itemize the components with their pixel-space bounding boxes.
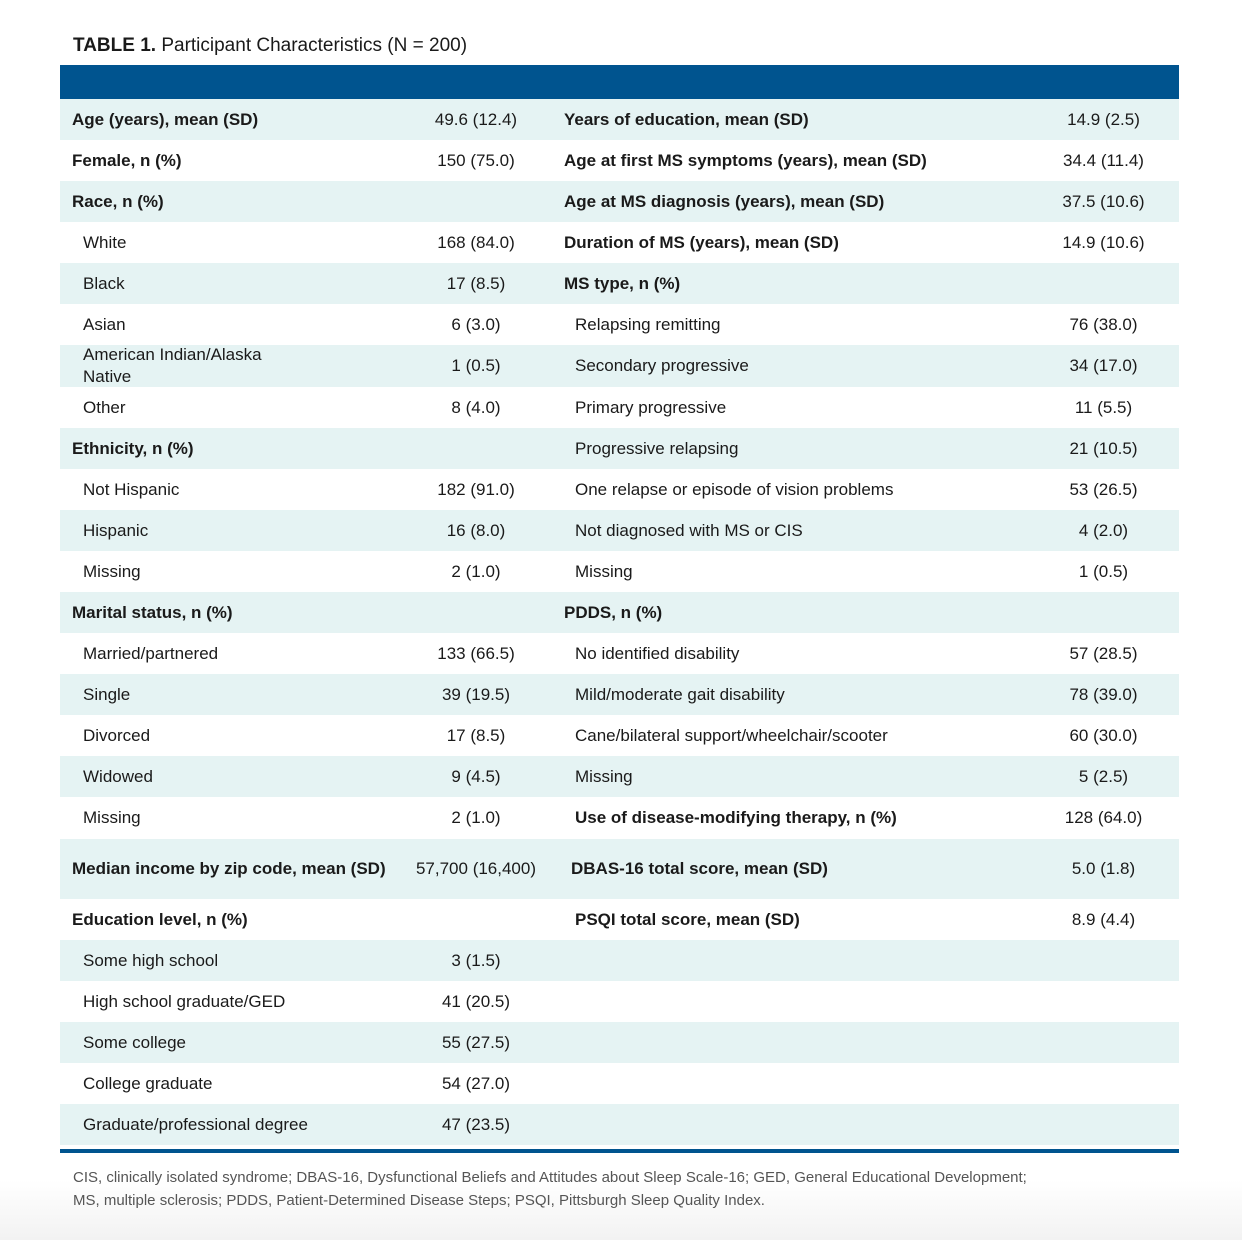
table-row bbox=[60, 940, 1179, 981]
row-label-left: Asian bbox=[83, 314, 126, 334]
row-label-left: Divorced bbox=[83, 725, 151, 745]
row-label-left bbox=[60, 344, 403, 388]
table-row bbox=[60, 387, 1179, 428]
row-label-right: Cane/bilateral support/wheelchair/scooter bbox=[575, 725, 888, 745]
row-value-right: 1 (0.5) bbox=[1078, 561, 1129, 581]
table-row bbox=[60, 304, 1179, 345]
row-label-right: MS type, n (%) bbox=[564, 273, 681, 293]
row-value-left: 39 (19.5) bbox=[441, 684, 511, 704]
row-label-left: Race, n (%) bbox=[72, 191, 164, 211]
row-label-left: Hispanic bbox=[83, 520, 149, 540]
row-value-right: 21 (10.5) bbox=[1069, 438, 1138, 458]
row-value-left: 6 (3.0) bbox=[451, 314, 501, 334]
row-label-right: PSQI total score, mean (SD) bbox=[575, 909, 800, 929]
row-label-left: Missing bbox=[83, 561, 141, 581]
table-row bbox=[60, 633, 1179, 674]
row-label-right: Mild/moderate gait disability bbox=[575, 684, 785, 704]
table-row bbox=[60, 551, 1179, 592]
row-label-right: Missing bbox=[575, 561, 633, 581]
row-label-left: Ethnicity, n (%) bbox=[72, 438, 194, 458]
row-label-right: Years of education, mean (SD) bbox=[564, 109, 809, 129]
row-label-left: White bbox=[83, 232, 127, 252]
row-label-left: Missing bbox=[83, 808, 141, 827]
table-row bbox=[60, 345, 1179, 387]
row-value-left: 2 (1.0) bbox=[451, 561, 501, 581]
row-label-left: Married/partnered bbox=[83, 643, 219, 663]
row-value-right: 11 (5.5) bbox=[1074, 397, 1133, 417]
row-value-left: 9 (4.5) bbox=[451, 766, 501, 786]
row-label-right: DBAS-16 total score, mean (SD) bbox=[571, 859, 828, 878]
row-label-right: Not diagnosed with MS or CIS bbox=[575, 520, 803, 540]
row-label-right: Age at MS diagnosis (years), mean (SD) bbox=[564, 191, 885, 211]
row-value-right: 14.9 (10.6) bbox=[1062, 232, 1145, 252]
row-label-right: Duration of MS (years), mean (SD) bbox=[564, 232, 839, 252]
row-value-right: 60 (30.0) bbox=[1069, 725, 1138, 745]
table-row bbox=[60, 756, 1179, 797]
row-label-left: Some high school bbox=[83, 950, 219, 970]
table-row bbox=[60, 428, 1179, 469]
row-label-right: PDDS, n (%) bbox=[564, 602, 663, 622]
table-row bbox=[60, 1104, 1179, 1145]
row-value-right: 53 (26.5) bbox=[1069, 479, 1138, 499]
table-row bbox=[60, 839, 1179, 899]
row-label-left: High school graduate/GED bbox=[83, 991, 286, 1011]
row-label-left: Education level, n (%) bbox=[72, 909, 248, 929]
table-row bbox=[60, 674, 1179, 715]
row-value-left: 182 (91.0) bbox=[437, 479, 515, 499]
row-value-left: 17 (8.5) bbox=[446, 273, 506, 293]
table-row bbox=[60, 1022, 1179, 1063]
row-label-right: No identified disability bbox=[575, 643, 740, 663]
row-value-left: 3 (1.5) bbox=[451, 950, 501, 970]
row-label-right: Missing bbox=[575, 766, 633, 786]
row-label-left: Not Hispanic bbox=[83, 479, 180, 499]
table-row bbox=[60, 592, 1179, 633]
row-label-left: Some college bbox=[83, 1032, 187, 1052]
footnote-line-1: CIS, clinically isolated syndrome; DBAS-16, Dysfunctional Beliefs and Attitudes about Sleep Scale-16; GED, General Educational Development; bbox=[73, 1169, 1027, 1186]
table-row bbox=[60, 469, 1179, 510]
table-row bbox=[60, 510, 1179, 551]
row-value-right: 76 (38.0) bbox=[1069, 314, 1138, 334]
row-value-right: 34.4 (11.4) bbox=[1063, 150, 1144, 170]
table-bottom-rule bbox=[60, 1149, 1179, 1153]
row-label-right: Use of disease-modifying therapy, n (%) bbox=[575, 808, 897, 827]
table-row bbox=[60, 263, 1179, 304]
row-label-left: Single bbox=[83, 684, 131, 704]
row-label-right: Primary progressive bbox=[575, 397, 727, 417]
row-value-left: 17 (8.5) bbox=[446, 725, 506, 745]
row-value-right: 14.9 (2.5) bbox=[1067, 109, 1140, 129]
characteristics-table bbox=[60, 99, 1179, 1145]
row-label-left: Female, n (%) bbox=[72, 150, 182, 170]
footnote-line-2: MS, multiple sclerosis; PDDS, Patient-Determined Disease Steps; PSQI, Pittsburgh Sleep Quality Index. bbox=[73, 1192, 765, 1209]
row-value-left: 54 (27.0) bbox=[441, 1073, 511, 1093]
row-label-left: Median income by zip code, mean (SD) bbox=[72, 859, 386, 878]
row-value-right: 128 (64.0) bbox=[1064, 808, 1143, 827]
row-value-right: 4 (2.0) bbox=[1078, 520, 1129, 540]
row-value-left: 2 (1.0) bbox=[451, 808, 501, 827]
row-value-right: 34 (17.0) bbox=[1069, 356, 1138, 375]
row-value-right: 57 (28.5) bbox=[1069, 643, 1138, 663]
row-label-left: Black bbox=[83, 273, 125, 293]
row-value-right: 5 (2.5) bbox=[1078, 766, 1129, 786]
row-value-left: 55 (27.5) bbox=[441, 1032, 511, 1052]
table-title bbox=[73, 35, 467, 57]
row-label-left: Other bbox=[83, 397, 126, 417]
row-label-left: Graduate/professional degree bbox=[83, 1114, 308, 1134]
table-row bbox=[60, 222, 1179, 263]
row-value-right: 37.5 (10.6) bbox=[1062, 191, 1145, 211]
row-value-right: 5.0 (1.8) bbox=[1071, 859, 1136, 878]
row-label-right: Secondary progressive bbox=[575, 356, 749, 375]
row-label-right: Progressive relapsing bbox=[575, 438, 739, 458]
table-row bbox=[60, 99, 1179, 140]
table-header-bar bbox=[60, 65, 1179, 99]
row-value-left: 150 (75.0) bbox=[437, 150, 515, 170]
row-label-left: Marital status, n (%) bbox=[72, 602, 233, 622]
table-caption: Participant Characteristics (N = 200) bbox=[161, 35, 468, 56]
row-value-left: 57,700 (16,400) bbox=[415, 859, 537, 878]
table-row bbox=[60, 1063, 1179, 1104]
row-value-right: 8.9 (4.4) bbox=[1071, 909, 1136, 929]
row-value-left: 168 (84.0) bbox=[437, 232, 515, 252]
table-row bbox=[60, 715, 1179, 756]
table-footnote bbox=[73, 1166, 1153, 1212]
row-label-left-line1: American Indian/Alaska bbox=[83, 345, 262, 364]
table-row bbox=[60, 899, 1179, 940]
row-value-right: 78 (39.0) bbox=[1069, 684, 1138, 704]
row-label-left-line2: Native bbox=[83, 367, 132, 386]
row-label-right: Relapsing remitting bbox=[575, 314, 721, 334]
row-label-right: Age at first MS symptoms (years), mean (SD) bbox=[564, 150, 927, 170]
row-label-left: Widowed bbox=[83, 766, 153, 786]
row-value-left: 16 (8.0) bbox=[446, 520, 506, 540]
row-value-left: 41 (20.5) bbox=[441, 991, 511, 1011]
row-value-left: 133 (66.5) bbox=[437, 643, 515, 663]
table-row bbox=[60, 140, 1179, 181]
table-row bbox=[60, 981, 1179, 1022]
row-label-left: Age (years), mean (SD) bbox=[72, 109, 259, 129]
row-value-left: 1 (0.5) bbox=[451, 356, 501, 375]
table-row bbox=[60, 181, 1179, 222]
row-label-left: College graduate bbox=[83, 1073, 213, 1093]
table-number: TABLE 1. bbox=[73, 35, 157, 56]
row-value-left: 47 (23.5) bbox=[441, 1114, 511, 1134]
table-row bbox=[60, 797, 1179, 839]
row-value-left: 49.6 (12.4) bbox=[434, 109, 518, 129]
row-label-right: One relapse or episode of vision problems bbox=[575, 479, 894, 499]
row-value-left: 8 (4.0) bbox=[451, 397, 501, 417]
